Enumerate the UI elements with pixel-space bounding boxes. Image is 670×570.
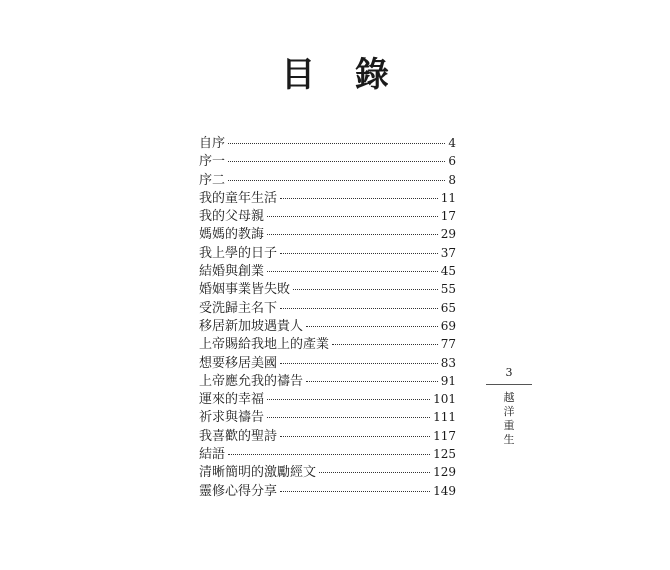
toc-entry-page: 17 [440, 209, 456, 224]
toc-entry-label: 清晰簡明的激勵經文 [199, 465, 317, 481]
toc-dot-leader [280, 436, 430, 437]
page-number: 3 [505, 366, 513, 379]
toc-dot-leader [319, 472, 430, 473]
toc-entry-label: 自序 [199, 136, 226, 151]
toc-dot-leader [228, 454, 430, 455]
toc-entry [199, 189, 456, 207]
toc-entry [199, 244, 456, 262]
side-divider [486, 384, 532, 385]
toc-dot-leader [228, 143, 445, 144]
toc-entry [199, 207, 456, 225]
toc-entry-page: 8 [448, 172, 456, 187]
toc-entry-label: 想要移居美國 [199, 355, 278, 371]
toc-entry [199, 134, 456, 152]
toc-entry [199, 171, 456, 189]
toc-dot-leader [306, 326, 438, 327]
side-header [484, 366, 534, 447]
toc-entry-page: 6 [448, 154, 456, 169]
toc-dot-leader [267, 417, 430, 418]
toc-entry-page: 55 [440, 282, 456, 297]
toc-entry-label: 我上學的日子 [199, 245, 278, 261]
toc-entry [199, 354, 456, 372]
toc-entry-label: 移居新加坡遇貴人 [199, 318, 304, 334]
toc-dot-leader [280, 198, 438, 199]
toc-entry-label: 我喜歡的聖詩 [199, 428, 278, 444]
toc-entry [199, 225, 456, 243]
toc-entry [199, 372, 456, 390]
toc-entry-label: 祈求與禱告 [199, 410, 265, 426]
toc-entry-label: 序二 [199, 172, 226, 188]
book-title-vertical: 越洋重生 [503, 391, 515, 446]
toc-entry-page: 111 [433, 410, 456, 425]
toc-entry [199, 463, 456, 481]
toc-entry-page: 45 [440, 264, 456, 279]
toc-entry-label: 受洗歸主名下 [199, 300, 278, 316]
toc-dot-leader [267, 216, 438, 217]
toc-dot-leader [267, 234, 438, 235]
toc-entry-label: 結婚與創業 [199, 264, 265, 280]
toc-entry-page: 77 [440, 337, 456, 352]
toc-entry-page: 91 [440, 373, 456, 388]
toc-entry-page: 69 [440, 318, 456, 333]
toc-dot-leader [267, 399, 430, 400]
toc-entry-label: 我的童年生活 [199, 190, 278, 206]
toc-dot-leader [332, 344, 438, 345]
toc-entry-label: 上帝應允我的禱告 [199, 373, 304, 389]
toc-entry-page: 37 [440, 245, 456, 260]
toc-entry-page: 29 [440, 227, 456, 242]
toc-entry-label: 上帝賜給我地上的產業 [199, 337, 330, 353]
toc-dot-leader [228, 180, 445, 181]
toc-dot-leader [280, 491, 430, 492]
toc-dot-leader [280, 253, 438, 254]
toc-dot-leader [267, 271, 438, 272]
toc-entry-page: 4 [448, 136, 456, 150]
toc-entry-label: 運來的幸福 [199, 392, 265, 408]
toc-entry-page: 83 [440, 355, 456, 370]
page-title: 目 錄 [281, 55, 403, 95]
toc-entry-page: 125 [433, 447, 456, 462]
toc-dot-leader [228, 161, 445, 162]
toc-entry [199, 408, 456, 426]
toc-entry-label: 婚姻事業皆失敗 [199, 282, 291, 298]
toc-entry [199, 299, 456, 317]
toc-dot-leader [280, 308, 438, 309]
toc-entry-page: 149 [433, 483, 456, 498]
toc-entry-page: 101 [433, 392, 456, 407]
toc-entry-label: 我的父母親 [199, 209, 265, 225]
toc-entry [199, 445, 456, 463]
toc-entry [199, 335, 456, 353]
toc-entry [199, 262, 456, 280]
toc-entry [199, 482, 456, 500]
toc-dot-leader [280, 363, 438, 364]
toc-dot-leader [293, 289, 438, 290]
toc-entry [199, 317, 456, 335]
toc-entry [199, 280, 456, 298]
toc-entry [199, 390, 456, 408]
toc-entry-page: 65 [440, 300, 456, 315]
toc-dot-leader [306, 381, 438, 382]
toc-entry-page: 129 [433, 465, 456, 480]
toc-entry [199, 427, 456, 445]
table-of-contents [199, 134, 456, 500]
toc-entry-label: 靈修心得分享 [199, 483, 278, 499]
toc-entry-page: 11 [440, 190, 456, 205]
toc-entry-label: 結語 [199, 447, 226, 463]
toc-entry-page: 117 [433, 428, 456, 443]
toc-entry [199, 152, 456, 170]
toc-entry-label: 媽媽的教誨 [199, 227, 265, 243]
toc-entry-label: 序一 [199, 154, 226, 170]
